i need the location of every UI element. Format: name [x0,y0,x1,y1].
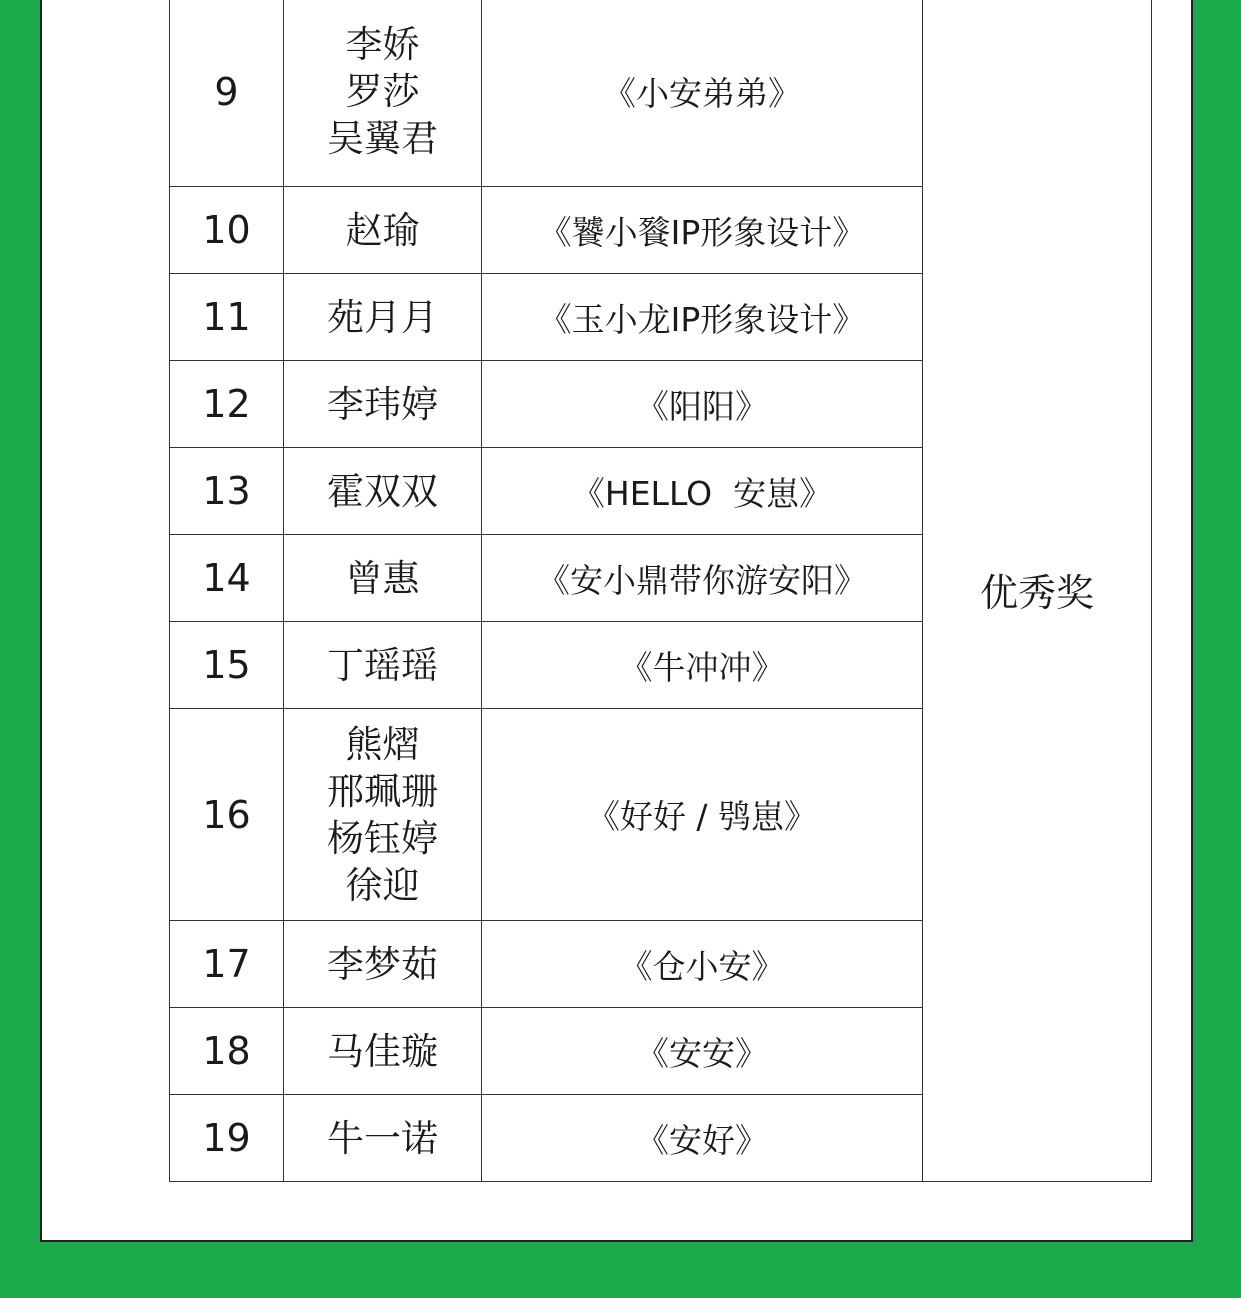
author-names [284,274,482,361]
entry-number: 11 [170,274,284,361]
author-name: 李娇 [345,23,420,66]
entry-number: 13 [170,448,284,535]
author-name: 吴翼君 [327,117,438,160]
author-name: 邢珮珊 [327,769,438,813]
work-title: 《HELLO 安崽》 [482,448,923,535]
author-names [284,535,482,622]
author-name: 苑月月 [327,295,438,339]
entry-number: 15 [170,622,284,709]
author-name: 牛一诺 [327,1116,438,1160]
author-name: 丁瑶瑶 [327,643,438,687]
author-name: 熊熠 [345,722,420,766]
author-name: 马佳璇 [327,1029,438,1073]
entry-number: 16 [170,709,284,921]
work-title: 《仓小安》 [482,921,923,1008]
author-name: 罗莎 [345,70,420,113]
work-title: 《牛冲冲》 [482,622,923,709]
work-title: 《小安弟弟》 [482,0,923,187]
author-name: 李玮婷 [327,382,438,426]
work-title: 《安安》 [482,1008,923,1095]
author-names [284,1008,482,1095]
entry-number: 14 [170,535,284,622]
table-row [170,0,1152,187]
author-name: 杨钰婷 [327,816,438,860]
entry-number: 9 [170,0,284,187]
award-list-card [40,0,1193,1242]
work-title: 《安好》 [482,1095,923,1182]
author-name: 曾惠 [345,556,420,600]
author-names [284,448,482,535]
author-names [284,1095,482,1182]
author-names [284,0,482,187]
author-name: 赵瑜 [345,208,420,252]
author-names [284,709,482,921]
work-title: 《好好 / 鸮崽》 [482,709,923,921]
entry-number: 10 [170,187,284,274]
author-name: 霍双双 [327,469,438,513]
entry-number: 12 [170,361,284,448]
award-table [169,0,1152,1182]
work-title: 《阳阳》 [482,361,923,448]
entry-number: 17 [170,921,284,1008]
award-level: 优秀奖 [923,0,1152,1182]
author-name: 李梦茹 [327,942,438,986]
author-names [284,187,482,274]
author-names [284,622,482,709]
entry-number: 18 [170,1008,284,1095]
author-names [284,361,482,448]
work-title: 《玉小龙IP形象设计》 [482,274,923,361]
author-names [284,921,482,1008]
entry-number: 19 [170,1095,284,1182]
work-title: 《安小鼎带你游安阳》 [482,535,923,622]
work-title: 《饕小餮IP形象设计》 [482,187,923,274]
author-name: 徐迎 [345,863,420,907]
